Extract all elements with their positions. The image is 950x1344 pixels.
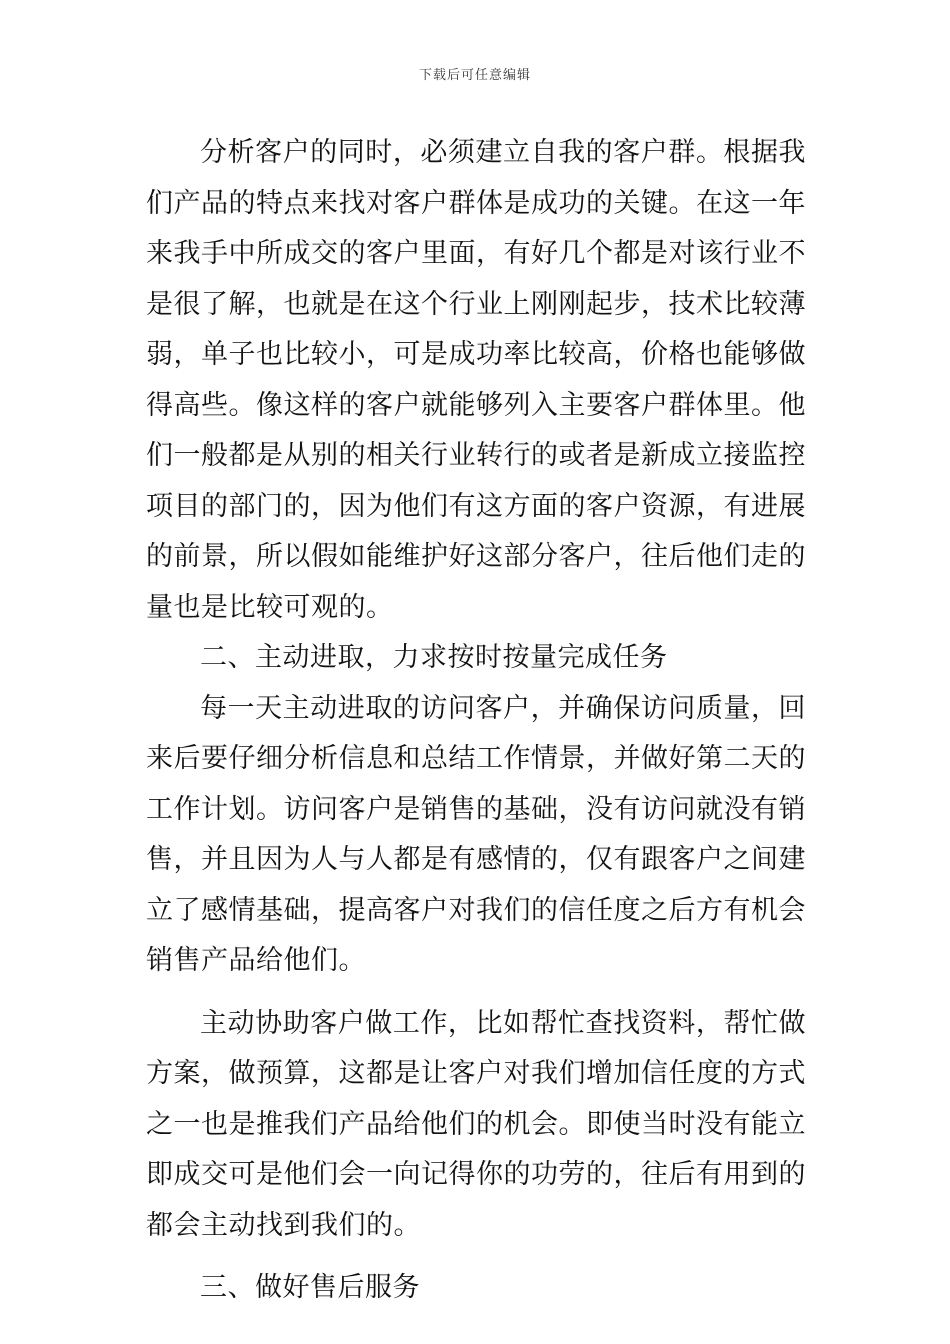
paragraph-assist-customers: 主动协助客户做工作，比如帮忙查找资料，帮忙做方案，做预算，这都是让客户对我们增加信任度的方式之一也是推我们产品给他们的机会。即使当时没有能立即成交可是他们会一向记得你的功劳的，往后有用到的都会主动找到我们的。 xyxy=(146,1007,806,1241)
document-body xyxy=(146,128,806,1314)
paragraph-daily-visits: 每一天主动进取的访问客户，并确保访问质量，回来后要仔细分析信息和总结工作情景，并做好第二天的工作计划。访问客户是销售的基础，没有访问就没有销售，并且因为人与人都是有感情的，仅有跟客户之间建立了感情基础，提高客户对我们的信任度之后方有机会销售产品给他们。 xyxy=(146,692,806,976)
paragraph-gap xyxy=(146,1251,806,1263)
section-heading-2: 二、主动进取，力求按时按量完成任务 xyxy=(200,642,668,673)
paragraph-gap xyxy=(146,987,806,999)
page-header: 下载后可任意编辑 xyxy=(418,68,531,83)
paragraph-customer-group: 分析客户的同时，必须建立自我的客户群。根据我们产品的特点来找对客户群体是成功的关键。在这一年来我手中所成交的客户里面，有好几个都是对该行业不是很了解，也就是在这个行业上刚刚起步，技术比较薄弱，单子也比较小，可是成功率比较高，价格也能够做得高些。像这样的客户就能够列入主要客户群体里。他们一般都是从别的相关行业转行的或者是新成立接监控项目的部门的，因为他们有这方面的客户资源，有进展的前景，所以假如能维护好这部分客户，往后他们走的量也是比较可观的。 xyxy=(146,137,806,623)
section-heading-3: 三、做好售后服务 xyxy=(200,1272,420,1303)
